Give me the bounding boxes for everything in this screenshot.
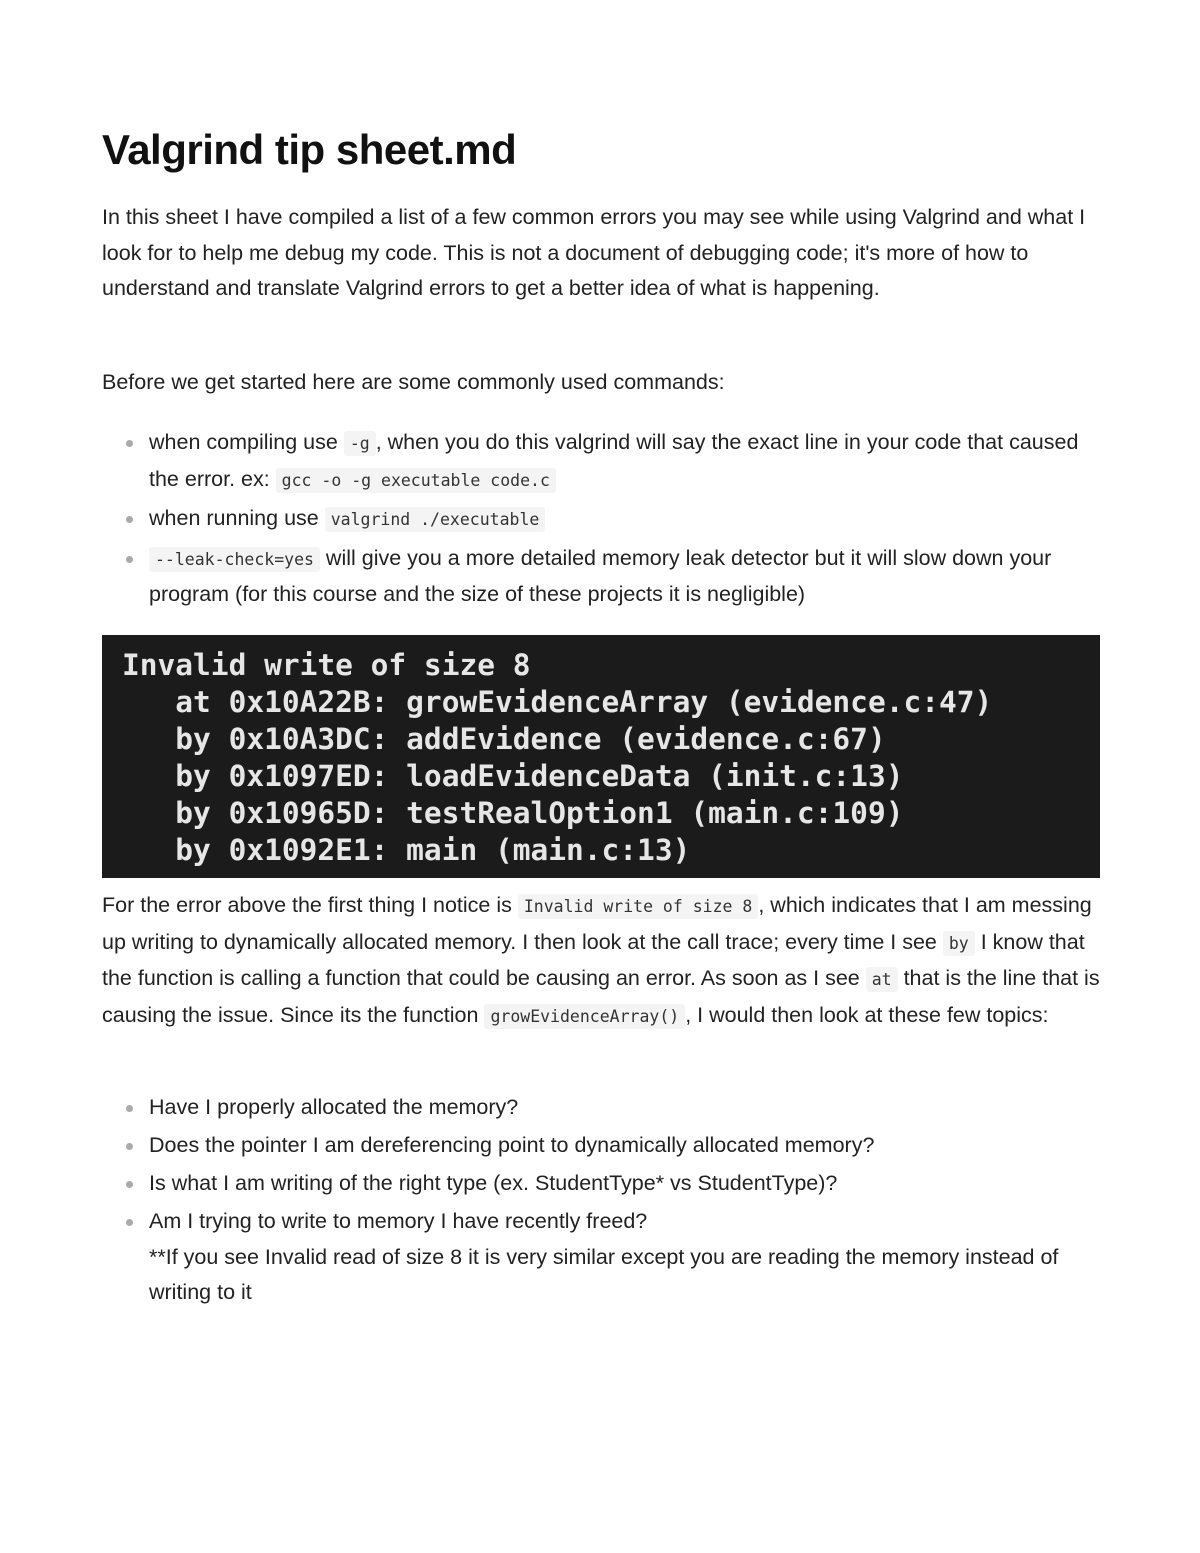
inline-code: at — [866, 967, 898, 992]
bullet-icon — [126, 556, 133, 563]
bullet-icon — [126, 516, 133, 523]
terminal-line: at 0x10A22B: growEvidenceArray (evidence.c:47) — [122, 685, 993, 719]
list-item: Does the pointer I am dereferencing point to dynamically allocated memory? — [102, 1128, 1102, 1164]
terminal-line: by 0x1092E1: main (main.c:13) — [122, 833, 691, 867]
list-item: when running use valgrind ./executable — [102, 501, 1102, 538]
terminal-line: by 0x10A3DC: addEvidence (evidence.c:67) — [122, 722, 886, 756]
inline-code: growEvidenceArray() — [484, 1004, 685, 1029]
bullet-icon — [126, 1143, 133, 1150]
inline-code: Invalid write of size 8 — [518, 894, 758, 919]
list-item: --leak-check=yes will give you a more detailed memory leak detector but it will slow down your program (for this course and the size of these projects it is negligible) — [102, 541, 1102, 613]
page-title: Valgrind tip sheet.md — [102, 126, 517, 173]
list-item: when compiling use -g , when you do this valgrind will say the exact line in your code that caused the error. ex: gcc -o -g executable code.c — [102, 425, 1102, 498]
inline-code: valgrind ./executable — [325, 507, 546, 532]
explanation-paragraph: For the error above the first thing I notice is Invalid write of size 8 , which indicates that I am messing up writing to dynamically allocated memory. I then look at the call trace; every time I see by I know that the function is calling a function that could be causing an error. As soon as I see at that is the line that is causing the issue. Since its the function growEvidenceArray() , I would then look at these few topics: — [102, 893, 1100, 1027]
topic-note: **If you see Invalid read of size 8 it is very similar except you are reading the memory instead of writing to it — [149, 1244, 1059, 1304]
bullet-icon — [126, 1105, 133, 1112]
terminal-screenshot — [102, 635, 1100, 878]
inline-code: -g — [344, 431, 376, 456]
bullet-icon — [126, 440, 133, 447]
terminal-line: Invalid write of size 8 — [122, 648, 531, 682]
commands-list — [102, 425, 1102, 616]
bullet-icon — [126, 1181, 133, 1188]
inline-code: by — [943, 931, 975, 956]
intro-paragraph: In this sheet I have compiled a list of a few common errors you may see while using Valgrind and what I look for to help me debug my code. This is not a document of debugging code; it's more of how to understand and translate Valgrind errors to get a better idea of what is happening. — [102, 205, 1086, 300]
list-item: Am I trying to write to memory I have recently freed? **If you see Invalid read of size 8 it is very similar except you are reading the memory instead of writing to it — [102, 1204, 1102, 1311]
list-item: Have I properly allocated the memory? — [102, 1090, 1102, 1126]
terminal-line: by 0x1097ED: loadEvidenceData (init.c:13) — [122, 759, 904, 793]
inline-code: gcc -o -g executable code.c — [276, 468, 556, 493]
topics-list — [102, 1090, 1102, 1313]
inline-code: --leak-check=yes — [149, 547, 320, 572]
terminal-line: by 0x10965D: testRealOption1 (main.c:109) — [122, 796, 904, 830]
bullet-icon — [126, 1219, 133, 1226]
list-item: Is what I am writing of the right type (ex. StudentType* vs StudentType)? — [102, 1166, 1102, 1202]
commands-intro: Before we get started here are some commonly used commands: — [102, 370, 725, 394]
